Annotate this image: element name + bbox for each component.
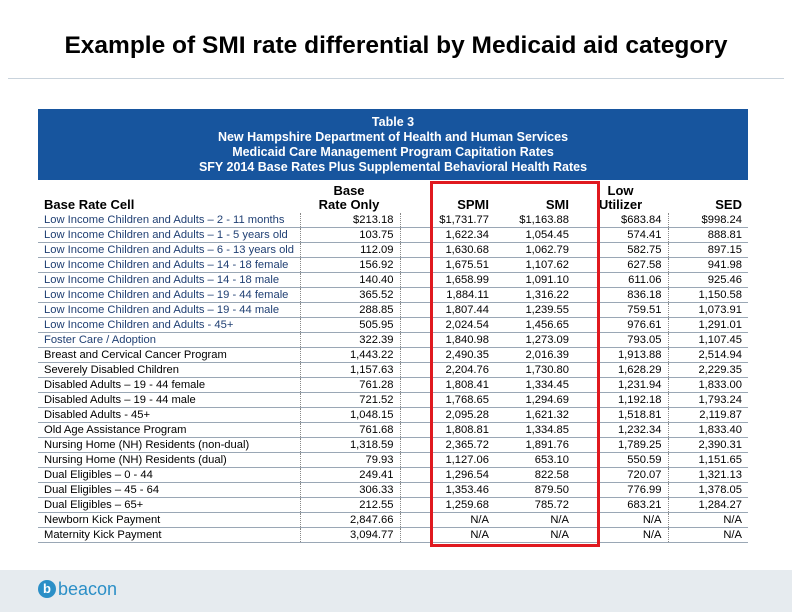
cell-spmi: 1,808.81 — [400, 423, 495, 438]
cell-low: N/A — [575, 513, 668, 528]
cell-base: 156.92 — [300, 258, 400, 273]
cell-smi: N/A — [495, 513, 575, 528]
cell-spmi: 1,808.41 — [400, 378, 495, 393]
cell-sed: N/A — [668, 528, 748, 543]
table-row — [38, 303, 748, 318]
cell-spmi: 2,204.76 — [400, 363, 495, 378]
cell-low: 793.05 — [575, 333, 668, 348]
cell-low: 1,231.94 — [575, 378, 668, 393]
table-dept: New Hampshire Department of Health and Human Services — [217, 130, 569, 144]
header-low-utilizer — [575, 180, 668, 213]
cell-base: 112.09 — [300, 243, 400, 258]
cell-sed: 1,107.45 — [668, 333, 748, 348]
cell-sed: 925.46 — [668, 273, 748, 288]
cell-low: 720.07 — [575, 468, 668, 483]
table-row — [38, 243, 748, 258]
cell-sed: 1,793.24 — [668, 393, 748, 408]
cell-sed: 1,150.58 — [668, 288, 748, 303]
cell-sed: 1,291.01 — [668, 318, 748, 333]
cell-sed: N/A — [668, 513, 748, 528]
cell-spmi: 1,630.68 — [400, 243, 495, 258]
header-smi: SMI — [545, 197, 569, 212]
table-subtitle: SFY 2014 Base Rates Plus Supplemental Behavioral Health Rates — [198, 160, 588, 174]
cell-low: 1,232.34 — [575, 423, 668, 438]
cell-smi: 1,107.62 — [495, 258, 575, 273]
cell-low: 1,192.18 — [575, 393, 668, 408]
cell-base: 306.33 — [300, 483, 400, 498]
row-label: Old Age Assistance Program — [38, 423, 300, 438]
cell-low: 1,628.29 — [575, 363, 668, 378]
cell-low: 627.58 — [575, 258, 668, 273]
cell-base: $213.18 — [300, 213, 400, 228]
cell-low: 776.99 — [575, 483, 668, 498]
table-row — [38, 348, 748, 363]
cell-base: 761.28 — [300, 378, 400, 393]
cell-spmi: 1,675.51 — [400, 258, 495, 273]
table-row — [38, 288, 748, 303]
cell-smi: 1,239.55 — [495, 303, 575, 318]
footer-bar — [0, 570, 792, 612]
header-low-line1: Low — [607, 183, 634, 198]
cell-smi: 1,091.10 — [495, 273, 575, 288]
title-divider — [8, 78, 784, 79]
cell-smi: $1,163.88 — [495, 213, 575, 228]
cell-smi: 1,621.32 — [495, 408, 575, 423]
slide-title: Example of SMI rate differential by Medicaid aid category — [64, 32, 728, 59]
header-base-line2: Rate Only — [318, 197, 380, 212]
row-label: Low Income Children and Adults – 6 - 13 years old — [38, 243, 300, 258]
header-sed: SED — [715, 197, 742, 212]
cell-smi: 1,273.09 — [495, 333, 575, 348]
cell-base: 3,094.77 — [300, 528, 400, 543]
row-label: Nursing Home (NH) Residents (dual) — [38, 453, 300, 468]
cell-smi: 1,730.80 — [495, 363, 575, 378]
row-label: Maternity Kick Payment — [38, 528, 300, 543]
table-banner — [38, 109, 748, 180]
cell-base: 365.52 — [300, 288, 400, 303]
cell-spmi: N/A — [400, 528, 495, 543]
cell-low: 976.61 — [575, 318, 668, 333]
cell-spmi: 1,259.68 — [400, 498, 495, 513]
table-row — [38, 498, 748, 513]
row-label: Breast and Cervical Cancer Program — [38, 348, 300, 363]
cell-base: 721.52 — [300, 393, 400, 408]
row-label: Foster Care / Adoption — [38, 333, 300, 348]
cell-smi: 1,334.85 — [495, 423, 575, 438]
cell-smi: 785.72 — [495, 498, 575, 513]
header-base-rate-only — [300, 180, 400, 213]
row-label: Nursing Home (NH) Residents (non-dual) — [38, 438, 300, 453]
header-spmi: SPMI — [457, 197, 489, 212]
cell-sed: 897.15 — [668, 243, 748, 258]
cell-base: 1,048.15 — [300, 408, 400, 423]
cell-smi: 879.50 — [495, 483, 575, 498]
table-row — [38, 213, 748, 228]
cell-smi: 1,334.45 — [495, 378, 575, 393]
cell-spmi: 1,658.99 — [400, 273, 495, 288]
cell-smi: 1,054.45 — [495, 228, 575, 243]
cell-low: N/A — [575, 528, 668, 543]
table-row — [38, 273, 748, 288]
cell-smi: 2,016.39 — [495, 348, 575, 363]
cell-spmi: 1,622.34 — [400, 228, 495, 243]
row-label: Low Income Children and Adults – 19 - 44 male — [38, 303, 300, 318]
cell-sed: 941.98 — [668, 258, 748, 273]
table-number: Table 3 — [371, 115, 415, 129]
table-row — [38, 408, 748, 423]
cell-sed: 1,378.05 — [668, 483, 748, 498]
cell-low: 1,913.88 — [575, 348, 668, 363]
cell-spmi: 1,353.46 — [400, 483, 495, 498]
row-label: Dual Eligibles – 65+ — [38, 498, 300, 513]
header-low-line2: Utilizer — [598, 197, 643, 212]
table-row — [38, 228, 748, 243]
cell-sed: 2,390.31 — [668, 438, 748, 453]
row-label: Disabled Adults – 19 - 44 female — [38, 378, 300, 393]
cell-low: 759.51 — [575, 303, 668, 318]
row-label: Disabled Adults - 45+ — [38, 408, 300, 423]
rate-table — [38, 180, 748, 543]
cell-sed: 888.81 — [668, 228, 748, 243]
cell-base: 505.95 — [300, 318, 400, 333]
cell-spmi: 1,807.44 — [400, 303, 495, 318]
cell-smi: 1,316.22 — [495, 288, 575, 303]
cell-spmi: 2,095.28 — [400, 408, 495, 423]
table-row — [38, 483, 748, 498]
cell-smi: 822.58 — [495, 468, 575, 483]
cell-sed: 1,073.91 — [668, 303, 748, 318]
beacon-logo-text: beacon — [58, 578, 118, 599]
table-row — [38, 528, 748, 543]
cell-spmi: 1,296.54 — [400, 468, 495, 483]
header-base-line1: Base — [333, 183, 365, 198]
table-row — [38, 468, 748, 483]
table-header-row — [38, 180, 748, 213]
cell-sed: 1,151.65 — [668, 453, 748, 468]
row-label: Severely Disabled Children — [38, 363, 300, 378]
row-label: Dual Eligibles – 0 - 44 — [38, 468, 300, 483]
cell-sed: 1,284.27 — [668, 498, 748, 513]
row-label: Dual Eligibles – 45 - 64 — [38, 483, 300, 498]
cell-low: 1,789.25 — [575, 438, 668, 453]
cell-base: 288.85 — [300, 303, 400, 318]
cell-base: 2,847.66 — [300, 513, 400, 528]
cell-spmi: N/A — [400, 513, 495, 528]
row-label: Low Income Children and Adults – 2 - 11 months — [38, 213, 300, 228]
cell-spmi: 2,490.35 — [400, 348, 495, 363]
cell-sed: 1,833.00 — [668, 378, 748, 393]
beacon-logo — [38, 578, 117, 600]
table-body — [38, 213, 748, 543]
beacon-logo-icon: b — [38, 580, 56, 598]
row-label: Disabled Adults – 19 - 44 male — [38, 393, 300, 408]
cell-sed: $998.24 — [668, 213, 748, 228]
cell-low: 683.21 — [575, 498, 668, 513]
table-row — [38, 513, 748, 528]
cell-base: 249.41 — [300, 468, 400, 483]
cell-low: 574.41 — [575, 228, 668, 243]
cell-low: 550.59 — [575, 453, 668, 468]
cell-base: 322.39 — [300, 333, 400, 348]
cell-sed: 2,229.35 — [668, 363, 748, 378]
table-row — [38, 258, 748, 273]
table-row — [38, 318, 748, 333]
row-label: Low Income Children and Adults - 45+ — [38, 318, 300, 333]
cell-base: 1,157.63 — [300, 363, 400, 378]
table-row — [38, 453, 748, 468]
cell-low: 582.75 — [575, 243, 668, 258]
cell-smi: 653.10 — [495, 453, 575, 468]
cell-low: 611.06 — [575, 273, 668, 288]
cell-base: 212.55 — [300, 498, 400, 513]
cell-spmi: 1,840.98 — [400, 333, 495, 348]
row-label: Low Income Children and Adults – 1 - 5 years old — [38, 228, 300, 243]
cell-low: 836.18 — [575, 288, 668, 303]
row-label: Low Income Children and Adults – 14 - 18 male — [38, 273, 300, 288]
cell-spmi: $1,731.77 — [400, 213, 495, 228]
cell-spmi: 1,127.06 — [400, 453, 495, 468]
cell-spmi: 2,024.54 — [400, 318, 495, 333]
cell-base: 103.75 — [300, 228, 400, 243]
row-label: Low Income Children and Adults – 14 - 18 female — [38, 258, 300, 273]
table-program: Medicaid Care Management Program Capitation Rates — [232, 145, 554, 159]
cell-smi: 1,062.79 — [495, 243, 575, 258]
cell-low: 1,518.81 — [575, 408, 668, 423]
cell-sed: 2,514.94 — [668, 348, 748, 363]
cell-spmi: 1,768.65 — [400, 393, 495, 408]
cell-spmi: 2,365.72 — [400, 438, 495, 453]
cell-smi: 1,456.65 — [495, 318, 575, 333]
rate-table-container — [38, 109, 748, 543]
table-row — [38, 423, 748, 438]
cell-low: $683.84 — [575, 213, 668, 228]
table-row — [38, 333, 748, 348]
table-row — [38, 438, 748, 453]
cell-sed: 1,833.40 — [668, 423, 748, 438]
header-base-rate-cell: Base Rate Cell — [44, 197, 135, 212]
cell-smi: 1,891.76 — [495, 438, 575, 453]
cell-base: 140.40 — [300, 273, 400, 288]
cell-smi: 1,294.69 — [495, 393, 575, 408]
row-label: Low Income Children and Adults – 19 - 44 female — [38, 288, 300, 303]
cell-sed: 2,119.87 — [668, 408, 748, 423]
table-row — [38, 363, 748, 378]
cell-smi: N/A — [495, 528, 575, 543]
cell-base: 1,443.22 — [300, 348, 400, 363]
row-label: Newborn Kick Payment — [38, 513, 300, 528]
table-row — [38, 378, 748, 393]
cell-base: 761.68 — [300, 423, 400, 438]
cell-base: 1,318.59 — [300, 438, 400, 453]
cell-sed: 1,321.13 — [668, 468, 748, 483]
cell-base: 79.93 — [300, 453, 400, 468]
table-row — [38, 393, 748, 408]
cell-spmi: 1,884.11 — [400, 288, 495, 303]
